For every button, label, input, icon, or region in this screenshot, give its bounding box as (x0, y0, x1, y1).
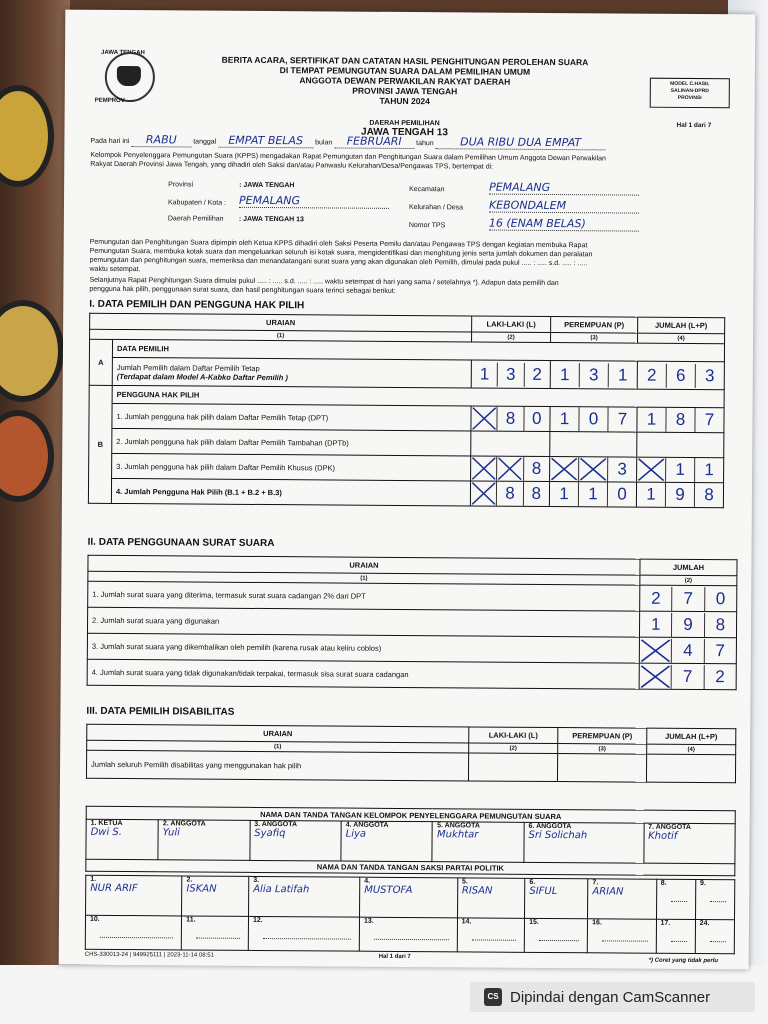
year-label: tahun (416, 140, 434, 148)
signature-cell (182, 876, 249, 916)
b1-laki-cell (471, 406, 550, 432)
signature-slot-label: 3. (253, 876, 260, 884)
signature-slot-label: 4. ANGGOTA (345, 821, 389, 829)
dapil-info-label: Daerah Pemilihan (167, 215, 224, 223)
title-line: ANGGOTA DEWAN PERWAKILAN RAKYAT DAERAH (299, 75, 511, 87)
kecamatan-label: Kecamatan (409, 186, 445, 194)
col-index: (3) (558, 744, 647, 755)
crossed-digit-box (579, 457, 608, 481)
empty-signature-line (671, 901, 687, 902)
signature-cell (695, 880, 735, 920)
digit-boxes (640, 586, 736, 611)
digit-box: 3 (617, 459, 627, 479)
empty-signature-line (196, 938, 240, 939)
handwritten-signature: Mukhtar (437, 829, 479, 841)
digit-boxes (471, 456, 549, 481)
digit-boxes (551, 363, 637, 388)
saksi-signature-row (86, 875, 735, 920)
handwritten-signature: Yuli (162, 827, 180, 839)
document-code: CHS-330013-24 | 949925111 | 2023-11-14 08:51 (84, 951, 214, 959)
ballot-row-label: 2. Jumlah surat suara yang digunakan (87, 607, 639, 637)
b3-jumlah-cell (637, 457, 724, 483)
digit-box: 1 (579, 482, 608, 506)
signature-cell (249, 876, 360, 917)
paragraph-line: Pemungutan dan Penghitungan Suara dipimpin oleh Ketua KPPS dihadiri oleh Saksi Peserta Pemilu dan/atau Pengawas TPS dengan kegiatan membuka Rapat (89, 238, 588, 250)
b3-perempuan-cell (550, 456, 637, 482)
kecamatan-value: PEMALANG (489, 180, 551, 194)
disability-jumlah-cell (646, 754, 735, 783)
signature-slot-label: 13. (363, 917, 374, 925)
handwritten-signature: SIFUL (529, 885, 558, 898)
digit-box: 4 (672, 638, 704, 662)
signature-cell (86, 819, 158, 860)
ballot-row-value (639, 663, 736, 690)
model-box (650, 78, 730, 109)
digit-box: 1 (472, 362, 498, 386)
month-label: bulan (315, 139, 333, 147)
kelurahan-value: KEBONDALEM (488, 198, 567, 213)
col-index: (1) (87, 740, 469, 753)
empty-signature-line (263, 938, 351, 940)
crossed-boxes (469, 767, 557, 768)
signature-cell (86, 875, 182, 916)
title-line: TAHUN 2024 (379, 95, 430, 107)
empty-signature-line (374, 939, 449, 941)
seal-caption-bottom: PEMPROV (94, 97, 125, 105)
digit-box: 3 (580, 363, 609, 387)
intro-line-2: Kelompok Penyelenggara Pemungutan Suara (KPPS) mengadakan Rapat Pemungutan dan Penghitungan Suara dalam Pemilihan Umum Anggota Dewan Perwakilan (90, 151, 606, 163)
paragraph-line: pemungutan dan penghitungan suara, memeriksa dan menandatangani surat suara yang akan digunakan oleh Pemilih, dimulai pada pukul ..... : ..... s.d. ..... : ..... (89, 256, 588, 268)
document-title (195, 55, 615, 108)
paragraph-line: waktu setempat. (89, 265, 141, 274)
month-value: FEBRUARI (346, 134, 402, 148)
digit-boxes (637, 458, 723, 483)
data-pemilih-heading: DATA PEMILIH (112, 339, 724, 361)
digit-box: 9 (666, 483, 695, 507)
b3-laki-cell (471, 456, 550, 482)
signature-slot-label: 11. (186, 916, 196, 924)
paragraph-line: Pemungutan Suara, membuka kotak suara dan mengeluarkan seluruh isi kotak suara, mengidentifikasi dan menghitung jenis serta jumlah dokumen dan peralatan (89, 247, 593, 259)
crossed-digit-box (637, 458, 666, 482)
kabupaten-value: PEMALANG (238, 193, 301, 208)
signature-slot-label: 3. ANGGOTA (254, 820, 298, 829)
kpps-signature-row (86, 819, 735, 864)
row-label-b: B (88, 385, 112, 503)
col-index: (2) (472, 332, 551, 343)
b2-laki-cell (471, 431, 550, 457)
digit-box: 0 (532, 408, 542, 428)
voter-data-table (88, 313, 725, 508)
digit-box: 8 (531, 483, 542, 503)
col-index: (4) (638, 333, 725, 344)
signature-cell (158, 820, 250, 861)
digit-boxes (637, 445, 723, 446)
saksi-signature-title: NAMA DAN TANDA TANGAN SAKSI PARTAI POLITIK (86, 859, 735, 876)
provinsi-value: : JAWA TENGAH (239, 181, 295, 190)
kelurahan-label: Kelurahan / Desa (408, 204, 464, 212)
crossed-digit-box (471, 456, 497, 480)
signature-cell (457, 878, 525, 918)
b1-perempuan-cell (550, 406, 637, 432)
col-uraian: URAIAN (87, 724, 469, 743)
b1-jumlah-cell (637, 407, 724, 433)
handwritten-signature: Sri Solichah (528, 829, 588, 842)
b2-row-label: 2. Jumlah pengguna hak pilih dalam Daftar Pemilih Tambahan (DPTb) (112, 428, 471, 456)
signature-cell (250, 820, 342, 861)
digit-box: 1 (666, 458, 695, 482)
signature-slot-label: 17. (660, 919, 671, 927)
model-box-line: SALINAN-DPRD (670, 87, 709, 95)
b4-row-label: 4. Jumlah Pengguna Hak Pilih (B.1 + B.2 + B.3) (111, 478, 470, 506)
page-indicator-bottom: Hal 1 dari 7 (378, 953, 411, 961)
signature-slot-label: 15. (529, 918, 539, 926)
digit-boxes (640, 664, 736, 689)
col-index: (1) (90, 329, 472, 342)
digit-boxes (550, 482, 636, 507)
signature-slot-label: 2. (186, 876, 193, 884)
signature-cell (524, 822, 644, 863)
digit-boxes (550, 407, 636, 432)
b4-laki-cell (470, 481, 549, 507)
pengguna-heading: PENGGUNA HAK PILIH (112, 385, 724, 407)
signature-slot-label: 24. (699, 920, 710, 928)
provinsi-label: Provinsi (168, 181, 194, 189)
day-value: RABU (145, 133, 177, 147)
signature-slot-label: 12. (252, 916, 263, 925)
disability-laki-cell (468, 753, 557, 782)
section-2-title: II. DATA PENGGUNAAN SURAT SUARA (87, 536, 275, 550)
empty-signature-line (710, 901, 726, 902)
signature-slot-label: 14. (461, 918, 472, 926)
signature-slot-label: 2. ANGGOTA (162, 820, 206, 828)
tps-label: Nomor TPS (408, 222, 446, 230)
col-index: (1) (88, 571, 640, 585)
signature-cell (643, 823, 735, 864)
digit-box: 0 (579, 407, 608, 431)
signature-slot-label: 7. ANGGOTA (648, 823, 691, 831)
col-uraian: URAIAN (90, 313, 472, 332)
crossed-boxes (558, 768, 646, 769)
ballot-row-value (639, 611, 736, 638)
col-perempuan: PEREMPUAN (P) (558, 728, 647, 745)
empty-signature-line (472, 939, 516, 940)
paragraph-line: Selanjutnya Rapat Penghitungan Suara dimulai pukul ..... : ..... s.d. ..... : ..... waktu setempat di hari yang sama / setelahnya *). Adapun data pemilih dan (89, 276, 559, 288)
digit-boxes (471, 443, 549, 444)
row-label-a: A (89, 339, 112, 385)
section-1-title: I. DATA PEMILIH DAN PENGGUNA HAK PILIH (89, 298, 305, 312)
digit-box: 6 (667, 363, 696, 387)
signature-cell (656, 879, 695, 919)
col-index: (4) (647, 744, 736, 755)
kecamatan-field (489, 181, 639, 196)
digit-boxes (550, 444, 636, 445)
signature-slot-label: 5. ANGGOTA (437, 822, 480, 830)
kabupaten-label: Kabupaten / Kota : (167, 199, 227, 207)
model-box-line: MODEL C.HASIL (670, 80, 710, 88)
empty-signature-line (602, 940, 647, 941)
crossed-digit-box (550, 457, 579, 481)
digit-box: 8 (666, 408, 695, 432)
year-field (436, 137, 606, 150)
date-value: EMPAT BELAS (228, 133, 304, 148)
b4-jumlah-cell (636, 482, 723, 508)
col-jumlah: JUMLAH (L+P) (647, 728, 736, 745)
kabupaten-field (239, 194, 389, 209)
camscanner-watermark (470, 982, 755, 1012)
year-value: DUA RIBU DUA EMPAT (460, 135, 582, 150)
kelurahan-field (489, 199, 639, 214)
title-line: DI TEMPAT PEMUNGUTAN SUARA DALAM PEMILIHAN UMUM (279, 65, 531, 77)
handwritten-signature: Dwi S. (90, 826, 123, 839)
ballot-row-value (640, 585, 737, 612)
handwritten-signature: NUR ARIF (90, 882, 138, 895)
dpt-row-label (112, 357, 471, 388)
signature-slot-label: 10. (89, 915, 100, 923)
b2-jumlah-cell (637, 432, 724, 458)
section-3-title: III. DATA PEMILIH DISABILITAS (86, 705, 235, 718)
digit-box: 9 (672, 612, 704, 636)
digit-boxes (638, 363, 724, 388)
signature-slot-label: 7. (592, 879, 599, 887)
signature-cell (181, 916, 248, 950)
ballot-row-label (87, 633, 639, 663)
date-label: tanggal (193, 138, 217, 146)
empty-signature-line (710, 941, 726, 942)
disability-perempuan-cell (557, 754, 646, 783)
dapil-value: JAWA TENGAH 13 (361, 126, 448, 139)
handwritten-signature: MUSTOFA (364, 884, 413, 897)
dpt-row-line: Jumlah Pemilih dalam Daftar Pemilih Tetap (116, 362, 260, 373)
digit-box: 0 (617, 484, 627, 504)
col-jumlah: JUMLAH (640, 559, 737, 576)
crossed-digit-box (640, 664, 672, 688)
digit-box: 8 (531, 458, 542, 478)
signature-cell (587, 919, 656, 953)
dapil-info-value: : JAWA TENGAH 13 (238, 215, 304, 224)
digit-boxes (471, 481, 549, 506)
signature-cell (360, 877, 458, 918)
col-jumlah: JUMLAH (L+P) (638, 317, 725, 334)
digit-box: 2 (640, 586, 672, 610)
title-line: BERITA ACARA, SERTIFIKAT DAN CATATAN HASIL PENGHITUNGAN PEROLEHAN SUARA (221, 54, 589, 68)
signature-slot-label: 9. (699, 880, 706, 888)
empty-signature-line (539, 940, 579, 941)
digit-box: 1 (704, 460, 714, 480)
digit-box: 7 (715, 640, 725, 660)
signature-slot-label: 4. (364, 877, 371, 885)
signature-slot-label: 8. (660, 879, 667, 887)
paragraph-line: pengguna hak pilih, penggunaan surat suara, dan hasil penghitungan suara terinci sebagai berikut: (89, 285, 396, 295)
dpt-laki-cell (471, 360, 550, 389)
col-laki: LAKI-LAKI (L) (469, 727, 558, 744)
kpps-signature-table (85, 806, 735, 877)
signature-cell (588, 879, 657, 919)
day-label: Pada hari ini (90, 137, 130, 146)
digit-box: 8 (715, 614, 726, 634)
kpps-signature-title: NAMA DAN TANDA TANGAN KELOMPOK PENYELENGGARA PEMUNGUTAN SUARA (86, 806, 735, 824)
digit-box: 3 (705, 365, 715, 385)
intro-date-line (90, 135, 740, 152)
crossed-digit-box (640, 638, 672, 662)
digit-box: 1 (551, 363, 580, 387)
b4-perempuan-cell (549, 481, 636, 507)
camscanner-label: Dipindai dengan CamScanner (510, 988, 711, 1006)
digit-box: 8 (498, 407, 524, 431)
signature-cell (432, 822, 524, 863)
handwritten-signature: Syafiq (254, 827, 286, 840)
title-line: PROVINSI JAWA TENGAH (352, 85, 458, 97)
digit-box: 2 (532, 364, 542, 384)
digit-box: 1 (550, 407, 579, 431)
camscanner-icon: CS (484, 988, 502, 1006)
tps-value: 16 (ENAM BELAS) (488, 216, 586, 231)
month-field (334, 136, 414, 149)
col-uraian: URAIAN (88, 555, 640, 575)
signature-slot-label: 1. KETUA (90, 819, 123, 828)
crossed-digit-box (471, 481, 497, 505)
date-field (218, 133, 313, 149)
ballot-row-value (639, 637, 736, 664)
handwritten-signature: Alia Latifah (253, 883, 310, 896)
col-index: (2) (469, 743, 558, 754)
disability-table (86, 724, 736, 784)
digit-boxes (637, 483, 723, 508)
digit-boxes (637, 408, 723, 433)
tps-field (489, 217, 639, 232)
disability-row-label: Jumlah seluruh Pemilih disabilitas yang menggunakan hak pilih (86, 750, 468, 781)
digit-box: 1 (637, 408, 666, 432)
digit-boxes (550, 457, 636, 482)
digit-box: 1 (640, 612, 672, 636)
handwritten-signature: ARIAN (592, 886, 624, 898)
digit-box: 8 (497, 482, 523, 506)
model-box-line: PROVINSI (677, 94, 702, 102)
signature-slot-label: 5. (461, 878, 468, 886)
col-index: (3) (551, 332, 638, 343)
signature-slot-label: 6. ANGGOTA (528, 822, 572, 831)
handwritten-signature: RISAN (461, 885, 493, 897)
digit-box: 7 (704, 410, 715, 430)
seal-caption-top: JAWA TENGAH (101, 49, 145, 57)
signature-slot-label: 6. (529, 878, 536, 886)
ballot-usage-table (87, 555, 738, 691)
b2-perempuan-cell (550, 431, 637, 457)
digit-box: 2 (715, 666, 725, 686)
signature-cell (341, 821, 433, 862)
dapil-label: DAERAH PEMILIHAN (369, 119, 440, 128)
footnote: *) Coret yang tidak perlu (648, 957, 719, 965)
handwritten-signature: Khotif (648, 830, 678, 842)
digit-box: 1 (637, 483, 666, 507)
crossed-digit-box (497, 457, 523, 481)
handwritten-signature: ISKAN (186, 883, 217, 895)
signature-cell (525, 878, 588, 918)
crossed-boxes (647, 768, 735, 769)
signature-cell (695, 920, 735, 954)
ballot-row-label: 1. Jumlah surat suara yang diterima, termasuk surat suara cadangan 2% dari DPT (88, 581, 640, 611)
province-seal-icon (105, 52, 155, 102)
handwritten-signature: Liya (345, 828, 367, 840)
signature-cell (457, 918, 525, 952)
b3-row-label: 3. Jumlah pengguna hak pilih dalam Daftar Pemilih Khusus (DPK) (112, 453, 471, 481)
digit-box: 0 (715, 588, 726, 608)
col-index: (2) (640, 575, 737, 586)
document-sheet (59, 10, 756, 970)
digit-box: 3 (498, 362, 524, 386)
dpt-jumlah-cell (637, 361, 724, 390)
col-laki: LAKI-LAKI (L) (472, 316, 551, 333)
digit-box: 8 (704, 485, 714, 505)
intro-line-3: Rakyat Daerah Provinsi Jawa Tengah, yang dihadiri oleh Saksi dan/atau Panwaslu Kelurahan/Desa/Pengawas TPS, bertempat di: (90, 160, 494, 171)
digit-box: 1 (550, 482, 579, 506)
ballot-row-label: 4. Jumlah surat suara yang tidak digunakan/tidak terpakai, termasuk sisa surat suara cadangan (87, 659, 639, 689)
signature-cell (656, 919, 695, 953)
saksi-signature-row (85, 915, 734, 954)
digit-boxes (472, 362, 550, 387)
dpt-perempuan-cell (550, 360, 637, 389)
b1-row-label: 1. Jumlah pengguna hak pilih dalam Daftar Pemilih Tetap (DPT) (112, 403, 471, 431)
page-indicator-top: Hal 1 dari 7 (676, 121, 712, 130)
signature-slot-label: 16. (592, 919, 602, 927)
signature-cell (359, 917, 457, 952)
signature-cell (85, 915, 181, 950)
digit-boxes (471, 406, 549, 431)
signature-slot-label: 1. (90, 875, 97, 883)
day-field (131, 135, 191, 147)
signature-cell (248, 916, 359, 951)
digit-box: 7 (672, 664, 704, 688)
digit-boxes (640, 612, 736, 637)
digit-box: 1 (618, 364, 628, 385)
digit-box: 2 (638, 363, 667, 387)
digit-boxes (640, 638, 736, 663)
saksi-signature-table (85, 875, 736, 955)
ballot-row-text: 3. Jumlah surat suara yang dikembalikan oleh pemilih (karena rusak atau keliru coblos) (91, 641, 382, 653)
crossed-digit-box (471, 406, 497, 430)
digit-box: 7 (617, 409, 628, 429)
dpt-row-subline: (Terdapat dalam Model A-Kabko Daftar Pemilih ) (116, 371, 288, 382)
signature-cell (524, 918, 587, 952)
empty-signature-line (100, 937, 173, 939)
col-perempuan: PEREMPUAN (P) (551, 316, 638, 333)
digit-box: 7 (672, 586, 704, 610)
empty-signature-line (670, 941, 686, 942)
